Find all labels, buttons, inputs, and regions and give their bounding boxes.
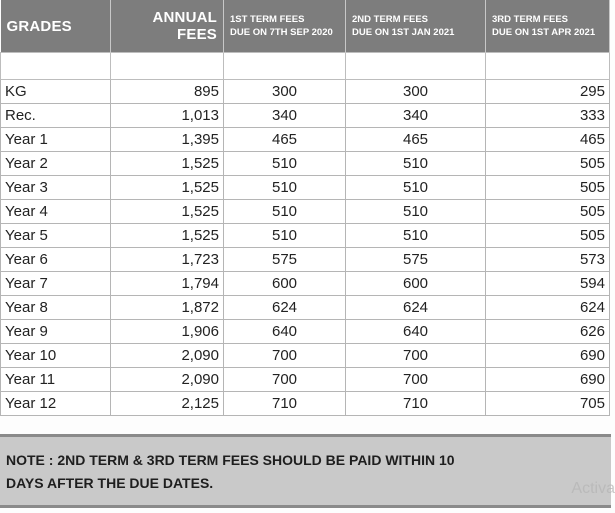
grade-cell: KG xyxy=(1,80,111,104)
table-row xyxy=(1,176,610,200)
table-header-row xyxy=(1,0,610,53)
table-row xyxy=(1,200,610,224)
grade-cell: Year 4 xyxy=(1,200,111,224)
grade-cell: Year 7 xyxy=(1,272,111,296)
grade-cell: Year 2 xyxy=(1,152,111,176)
spacer-cell xyxy=(346,53,486,80)
term-2-fee-cell: 510 xyxy=(346,152,486,176)
grade-cell: Year 1 xyxy=(1,128,111,152)
spacer-cell xyxy=(486,53,610,80)
term-2-fee-cell: 710 xyxy=(346,392,486,416)
blank-spacer-row xyxy=(1,53,610,80)
term-2-fee-cell: 340 xyxy=(346,104,486,128)
term-2-fee-cell: 510 xyxy=(346,200,486,224)
term-1-fee-cell: 300 xyxy=(224,80,346,104)
annual-fee-cell: 2,090 xyxy=(111,344,224,368)
header-grades: GRADES xyxy=(1,0,111,53)
term-3-fee-cell: 505 xyxy=(486,152,610,176)
term-3-fee-cell: 594 xyxy=(486,272,610,296)
fees-table-body xyxy=(1,80,610,416)
term-2-fee-cell: 600 xyxy=(346,272,486,296)
annual-fee-cell: 1,525 xyxy=(111,152,224,176)
term-2-fee-cell: 510 xyxy=(346,176,486,200)
term-1-fee-cell: 640 xyxy=(224,320,346,344)
table-row xyxy=(1,224,610,248)
term-3-fee-cell: 505 xyxy=(486,176,610,200)
annual-fee-cell: 1,723 xyxy=(111,248,224,272)
term-1-fee-cell: 510 xyxy=(224,152,346,176)
term-3-fee-cell: 333 xyxy=(486,104,610,128)
term-3-fee-cell: 626 xyxy=(486,320,610,344)
note-line-1: NOTE : 2ND TERM & 3RD TERM FEES SHOULD BE PAID WITHIN 10 xyxy=(6,452,455,468)
table-row xyxy=(1,248,610,272)
term-1-fee-cell: 465 xyxy=(224,128,346,152)
term-1-fee-cell: 510 xyxy=(224,176,346,200)
annual-fee-cell: 895 xyxy=(111,80,224,104)
header-term-3-due: DUE ON 1ST APR 2021 xyxy=(492,27,596,38)
term-2-fee-cell: 700 xyxy=(346,344,486,368)
term-3-fee-cell: 573 xyxy=(486,248,610,272)
spacer-cell xyxy=(224,53,346,80)
term-2-fee-cell: 700 xyxy=(346,368,486,392)
table-row xyxy=(1,272,610,296)
annual-fee-cell: 1,525 xyxy=(111,176,224,200)
header-term-1-due: DUE ON 7TH SEP 2020 xyxy=(230,27,333,38)
term-1-fee-cell: 624 xyxy=(224,296,346,320)
payment-note xyxy=(0,434,611,508)
annual-fee-cell: 1,794 xyxy=(111,272,224,296)
term-2-fee-cell: 300 xyxy=(346,80,486,104)
header-term-3 xyxy=(486,0,610,53)
header-term-2-title: 2ND TERM FEES xyxy=(352,14,429,25)
term-2-fee-cell: 624 xyxy=(346,296,486,320)
term-3-fee-cell: 505 xyxy=(486,200,610,224)
grade-cell: Year 9 xyxy=(1,320,111,344)
header-term-3-title: 3RD TERM FEES xyxy=(492,14,569,25)
annual-fee-cell: 1,525 xyxy=(111,224,224,248)
annual-fee-cell: 1,395 xyxy=(111,128,224,152)
table-row xyxy=(1,344,610,368)
spacer-cell xyxy=(1,53,111,80)
annual-fee-cell: 2,090 xyxy=(111,368,224,392)
term-3-fee-cell: 690 xyxy=(486,368,610,392)
annual-fee-cell: 1,525 xyxy=(111,200,224,224)
table-row xyxy=(1,128,610,152)
grade-cell: Year 12 xyxy=(1,392,111,416)
term-1-fee-cell: 700 xyxy=(224,344,346,368)
table-row xyxy=(1,296,610,320)
grade-cell: Year 3 xyxy=(1,176,111,200)
term-3-fee-cell: 624 xyxy=(486,296,610,320)
term-1-fee-cell: 710 xyxy=(224,392,346,416)
activation-watermark: Activa xyxy=(571,480,615,497)
term-3-fee-cell: 505 xyxy=(486,224,610,248)
term-3-fee-cell: 295 xyxy=(486,80,610,104)
term-2-fee-cell: 575 xyxy=(346,248,486,272)
note-line-2: DAYS AFTER THE DUE DATES. xyxy=(6,475,214,491)
term-1-fee-cell: 510 xyxy=(224,224,346,248)
grade-cell: Year 8 xyxy=(1,296,111,320)
term-2-fee-cell: 510 xyxy=(346,224,486,248)
header-term-2 xyxy=(346,0,486,53)
table-row xyxy=(1,152,610,176)
term-1-fee-cell: 600 xyxy=(224,272,346,296)
table-row xyxy=(1,392,610,416)
term-2-fee-cell: 465 xyxy=(346,128,486,152)
grade-cell: Year 5 xyxy=(1,224,111,248)
term-1-fee-cell: 510 xyxy=(224,200,346,224)
grade-cell: Year 6 xyxy=(1,248,111,272)
table-row xyxy=(1,320,610,344)
term-3-fee-cell: 465 xyxy=(486,128,610,152)
table-row xyxy=(1,80,610,104)
term-1-fee-cell: 575 xyxy=(224,248,346,272)
header-term-1 xyxy=(224,0,346,53)
grade-cell: Year 10 xyxy=(1,344,111,368)
annual-fee-cell: 2,125 xyxy=(111,392,224,416)
grade-cell: Rec. xyxy=(1,104,111,128)
table-row xyxy=(1,368,610,392)
term-2-fee-cell: 640 xyxy=(346,320,486,344)
term-3-fee-cell: 705 xyxy=(486,392,610,416)
annual-fee-cell: 1,872 xyxy=(111,296,224,320)
header-term-1-title: 1ST TERM FEES xyxy=(230,14,305,25)
annual-fee-cell: 1,013 xyxy=(111,104,224,128)
term-3-fee-cell: 690 xyxy=(486,344,610,368)
term-1-fee-cell: 340 xyxy=(224,104,346,128)
grade-cell: Year 11 xyxy=(1,368,111,392)
header-annual-fees: ANNUAL FEES xyxy=(111,0,224,53)
term-1-fee-cell: 700 xyxy=(224,368,346,392)
table-row xyxy=(1,104,610,128)
header-term-2-due: DUE ON 1ST JAN 2021 xyxy=(352,27,455,38)
annual-fee-cell: 1,906 xyxy=(111,320,224,344)
spacer-cell xyxy=(111,53,224,80)
